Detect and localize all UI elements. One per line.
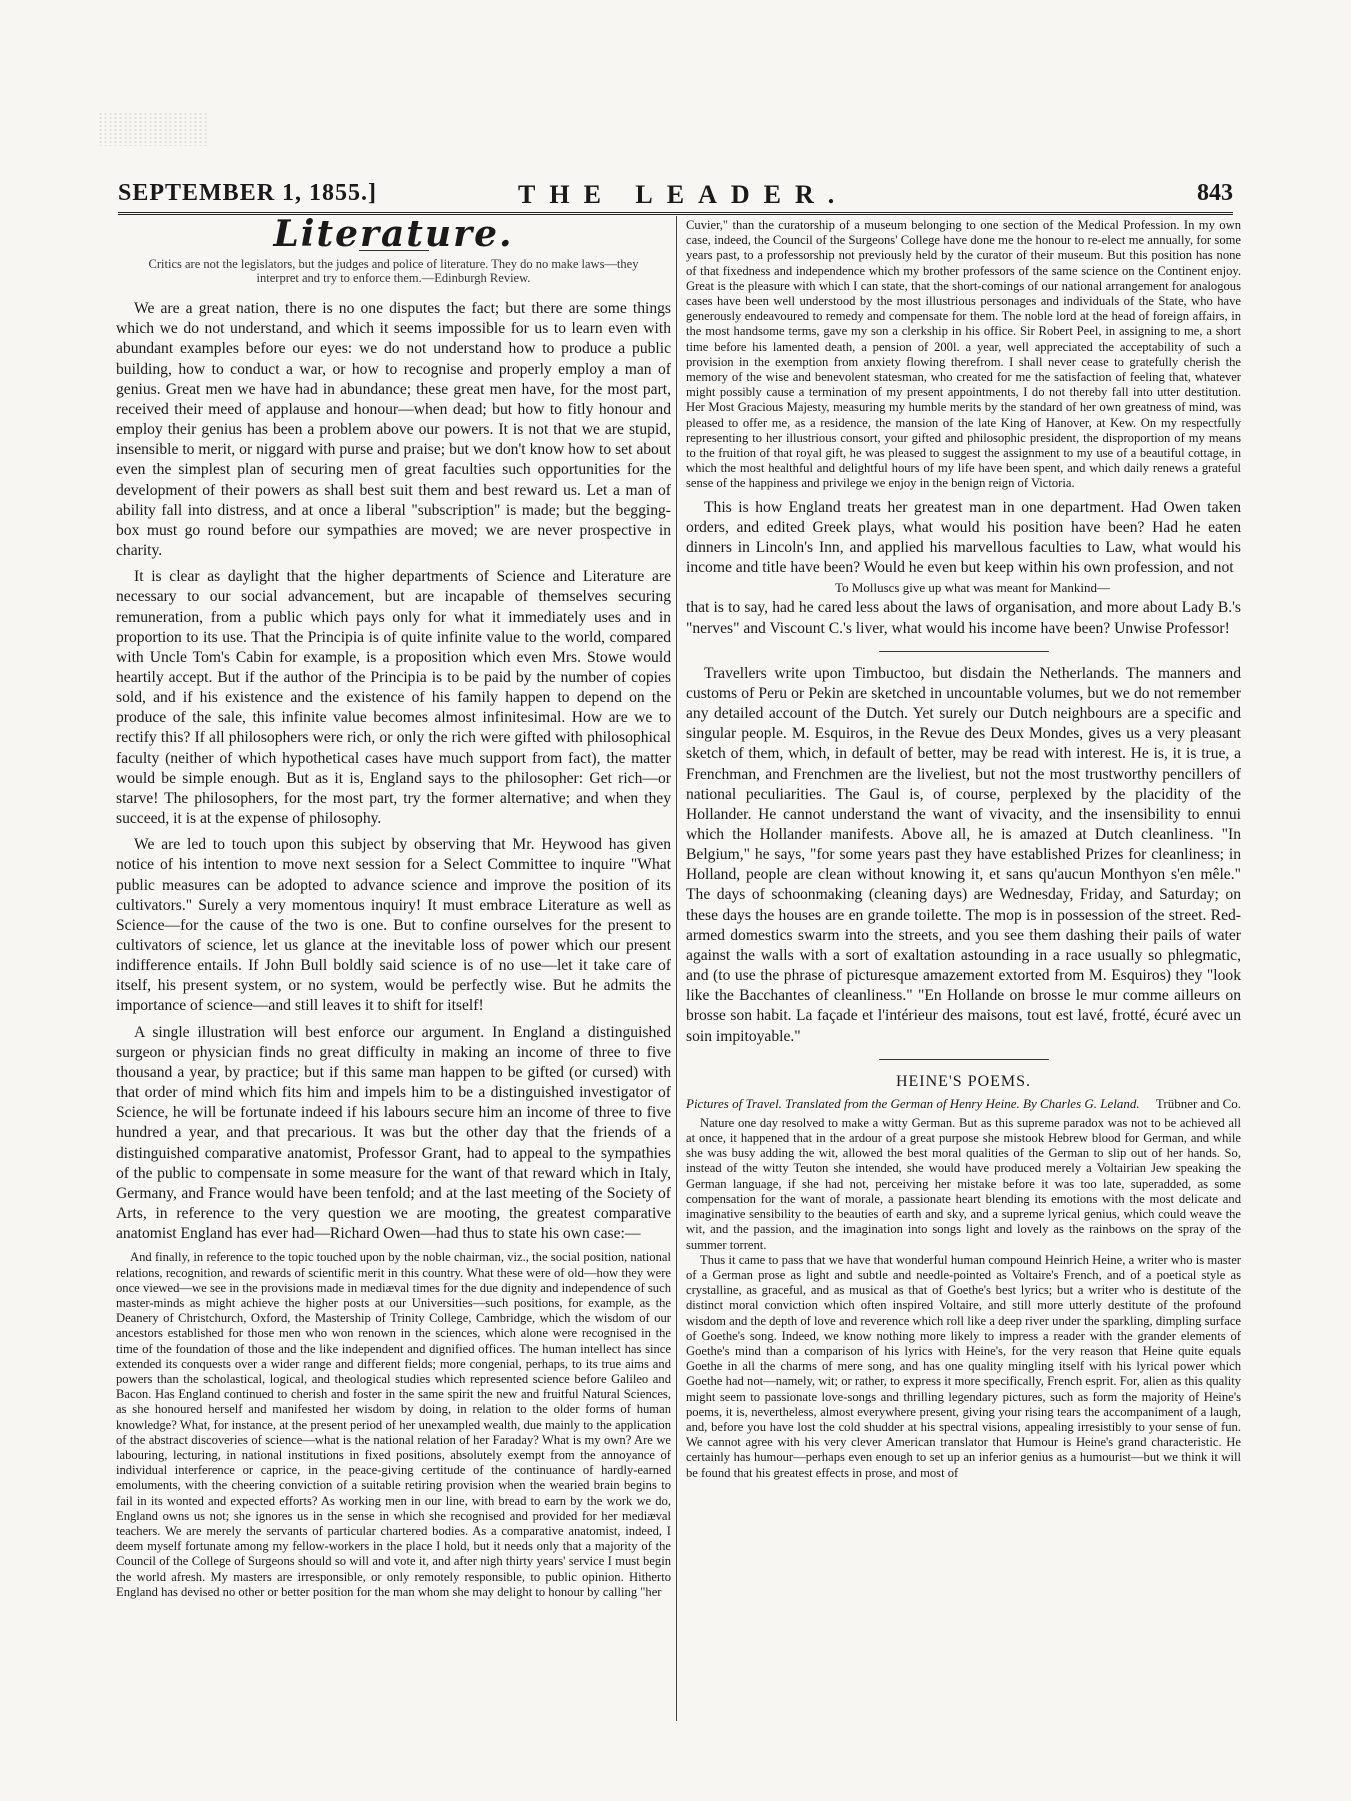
heine-review — [686, 1116, 1241, 1481]
newspaper-title: THE LEADER. — [518, 180, 849, 209]
separator-rule — [879, 1059, 1049, 1060]
page-number: 843 — [1197, 180, 1233, 206]
quote-text: And finally, in reference to the topic touched upon by the noble chairman, viz., the social position, national relations, recognition, and rewards of scientific merit in this country. What these were of old—how they were once viewed—we see in the provisions made in mediæval times for the due dignity and independence of such master-minds as might achieve the higher posts at our Universities—such positions, for example, as the Deanery of Christchurch, Oxford, the Mastership of Trinity College, Cambridge, which the wisdom of our ancestors established for those men who won renown in the sciences, which alone were recognised in the time of the foundation of those and the like independent and dignified offices. The human intellect has since extended its conquests over a wider range and different fields; more congenial, perhaps, to its true aims and powers than the scholastical, logical, and theological studies which represented science before Galileo and Bacon. Has England continued to cherish and foster in the same spirit the new and fruitful Natural Sciences, as she honoured herself and manifested her wisdom by doing, in relation to the older forms of human knowledge? What, for instance, at the present period of her unexampled wealth, due mainly to the application of the abstract discoveries of science—what is the national relation of her Faraday? What is my own? Are we labouring, lecturing, in national institutions in fixed positions, absolutely exempt from the annoyance of individual interference or caprice, in the peace-giving certitude of the continuance of hardly-earned emoluments, with the cheering conviction of a suitable retiring provision when the wearied brain begins to fail in its wonted and expected efforts? As working men in our line, with bread to earn by the work we do, England owns us not; she ignores us in the sense in which she recognised and provided for her mediæval teachers. We are merely the servants of particular chartered bodies. As a comparative anatomist, indeed, I deem myself fortunate among my fellow-workers in the place I hold, but it needs only that a majority of the Council of the College of Surgeons should so will and vote it, and after nigh thirty years' service I must begin the world afresh. My masters are irresponsible, or only remotely responsible, to public opinion. Hitherto England has devised no other or better position for the man whom she may delight to honour by calling "her — [116, 1250, 671, 1599]
book-publisher: Trübner and Co. — [1155, 1095, 1241, 1111]
left-column — [116, 213, 671, 1600]
quote-text: Cuvier," than the curatorship of a museum belonging to one section of the Medical Profession. In my own case, indeed, the Council of the Surgeons' College have done me the honour to re-elect me annually, for some years past, to a professorship not previously held by the curator of their museum. But this position has none of that fixedness and independence which my brother professors of the same science on the Continent enjoy. Great is the pleasure with which I can state, that the short-comings of our national arrangement for analogous cases have been well understood by the most illustrious personages and individuals of the State, who have generously endeavoured to remedy and compensate for them. The noble lord at the head of foreign affairs, in the most handsome terms, gave my son a clerkship in his office. Sir Robert Peel, in assigning to me, a short time before his lamented death, a pension of 200l. a year, well appreciated the acceptability of such a provision in the exemption from anxiety flowing therefrom. I shall never cease to gratefully cherish the memory of the wise and benevolent statesman, who created for me the satisfaction of feeling that, whatever might possibly cause a termination of my present appointments, I do not thereby fall into utter destitution. Her Most Gracious Majesty, measuring my humble merits by the standard of her own greatness of mind, was pleased to offer me, as a residence, the mansion of the late King of Hanover, at Kew. On my respectfully representing to her illustrious consort, your gifted and philosophic president, the disproportion of my means to the fruition of that royal gift, he was pleased to suggest the assignment to my use of a beautiful cottage, in which the most healthful and delightful hours of my life have been spent, and which daily renews a grateful sense of the happiness and privilege we enjoy in the benign reign of Victoria. — [686, 218, 1241, 491]
issue-date: SEPTEMBER 1, 1855.] — [118, 180, 378, 206]
paragraph: This is how England treats her greatest man in one department. Had Owen taken orders, and edited Greek plays, what would his position have been? Had he eaten dinners in Lincoln's Inn, and applied his marvellous faculties to Law, what would his income and title have been? Would he even but keep within his own profession, and not — [686, 498, 1241, 577]
column-divider — [676, 216, 677, 1721]
paragraph: We are led to touch upon this subject by observing that Mr. Heywood has given notice of his intention to move next session for a Select Committee to inquire "What public measures can be adopted to advance science and improve the position of its cultivators." Surely a very momentous inquiry! It must embrace Literature as well as Science—for the cause of the two is one. But to confine ourselves for the present to cultivators of science, let us glance at the inevitable loss of power which our present indifference entails. If John Bull boldly said science is of no use—let it take care of itself, his present system, or no system, would be perfectly wise. But he admits the importance of science—and still leaves it to shift for itself! — [116, 836, 671, 1015]
review-heading: HEINE'S POEMS. — [895, 1072, 1032, 1090]
paragraph: that is to say, had he cared less about the laws of organisation, and more about Lady B.'s "nerves" and Viscount C.'s liver, what would his income have been? Unwise Professor! — [686, 599, 1241, 637]
epigraph: Critics are not the legislators, but the judges and police of literature. They do no make laws—they interpret and try to enforce them.—Edinburgh Review. — [148, 257, 639, 286]
separator-rule — [879, 651, 1049, 652]
print-speckle — [98, 112, 208, 146]
book-citation — [686, 1096, 1241, 1112]
book-title: Pictures of Travel. Translated from the German of Henry Heine. By Charles G. Leland. — [686, 1095, 1140, 1111]
right-column — [686, 218, 1241, 1481]
owen-quote — [116, 1250, 671, 1600]
paragraph: Travellers write upon Timbuctoo, but disdain the Netherlands. The manners and customs of Peru or Pekin are sketched in uncountable volumes, but we do not remember any detailed account of the Dutch. Yet surely our Dutch neighbours are a specific and singular people. M. Esquiros, in the Revue des Deux Mondes, gives us a very pleasant sketch of them, which, in default of better, may be read with interest. He is, it is true, a Frenchman, and Frenchmen are the liveliest, but not the most trustworthy pencillers of national peculiarities. The Gaul is, of course, perplexed by the placidity of the Hollander. He cannot understand the want of vivacity, and the insensibility to ennui which the Hollander manifests. Above all, he is amazed at Dutch cleanliness. "In Belgium," he says, "for some years past they have established Prizes for cleanliness; in Holland, people are clean without knowing it, et sans qu'aucun Monthyon s'en mêle." The days of schoonmaking (cleaning days) are Wednesday, Friday, and Saturday; on these days the houses are en grande toilette. The mop is in possession of the street. Red-armed domestics swarm into the streets, and you see them dashing their pails of water against the walls with a sort of exaltation astounding in a race usually so phlegmatic, and (to use the phrase of picturesque amazement extorted from M. Esquiros) they "look like the Bacchantes of cleanliness." "En Hollande on brosse le mur comme ailleurs on brosse son habit. La façade et l'intérieur des maisons, tout est lavé, frotté, écuré avec un soin impitoyable." — [686, 664, 1241, 1045]
verse-line: To Molluscs give up what was meant for Mankind— — [835, 580, 1110, 596]
masthead — [118, 180, 1233, 212]
paragraph: Nature one day resolved to make a witty German. But as this supreme paradox was not to be achieved all at once, it happened that in the ardour of a great purpose she mistook Hebrew blood for German, and while she was busy adding the wit, allowed the best moral qualities of the German to slip out of her hands. So, instead of the witty Teuton she intended, she would have produced merely a Voltairian Jew speaking the German language, if she had not, perceiving her mistake before it was too late, superadded, as some compensation for the want of morale, a passionate heart blending its emotions with the most delicate and imaginative sensibility to the beauties of earth and sky, and a supreme lyrical genius, which could weave the wit, and the passion, and the imagination into songs light and lovely as the rainbows on the spray of the summer torrent. — [686, 1115, 1241, 1252]
paragraph: A single illustration will best enforce our argument. In England a distinguished surgeon or physician finds no great difficulty in making an income of three to five thousand a year, by practice; but if this same man happen to be gifted (or cursed) with that order of mind which fits him and impels him to be a distinguished investigator of Science, he will be fortunate indeed if his labours secure him an income of three to five hundred a year, and that precarious. It was but the other day that the friends of a distinguished comparative anatomist, Professor Grant, had to appeal to the sympathies of the public to compensate in some measure for the want of that reward which in Italy, Germany, and France would have been tenfold; and at the last meeting of the Society of Arts, in reference to the very question we are mooting, the greatest comparative anatomist England has ever had—Richard Owen—had thus to state his own case:— — [116, 1023, 671, 1243]
paragraph: Thus it came to pass that we have that wonderful human compound Heinrich Heine, a writer who is master of a German prose as light and subtle and needle-pointed as Voltaire's French, and of a poetical style as crystalline, as graceful, and as musical as that of Goethe's best lyrics; but a writer who is destitute of the distinct moral conviction which often inspired Voltaire, and still more utterly destitute of the profound wisdom and the depth of love and reverence which roll like a deep river under the sparkling, dimpling surface of Goethe's song. Indeed, we know nothing more likely to impress a reader with the grander elements of Goethe's mind than a comparison of his lyrics with Heine's, for the very reason that Heine quite equals Goethe in all the charms of mere song, and has one quality mingling itself with his lyrical power which Goethe had not—namely, wit; or rather, to express it more specifically, French esprit. For, alien as this quality might seem to passionate love-songs and thrilling legendary pictures, such as form the majority of Heine's poems, it is, nevertheless, almost everywhere present, giving your rising tears the accompaniment of a laugh, and, before you have lost the cold shudder at his spectral visions, appealing irresistibly to your sense of fun. We cannot agree with his very clever American translator that Humour is Heine's grand characteristic. He certainly has humour—perhaps even enough to set up an inferior genius as a humourist—but we think it will be found that his greatest effects in prose, and most of — [686, 1252, 1241, 1480]
owen-quote-continued — [686, 218, 1241, 492]
section-title: Literature. — [273, 213, 514, 255]
paragraph: It is clear as daylight that the higher departments of Science and Literature are necessary to our social advancement, but are incapable of themselves securing remuneration, from a public which pays only for what it immediately uses and in proportion to its use. That the Principia is of quite infinite value to the world, compared with Uncle Tom's Cabin for example, is a proposition which even Mrs. Stowe would heartily accept. But if the author of the Principia is to be paid by the number of copies sold, and if his existence and the existence of his family happen to depend on the produce of the sale, this infinite value becomes almost infinitesimal. How are we to rectify this? If all philosophers were rich, or only the rich were gifted with philosophical faculty (neither of which hypothetical cases have much support from fact), the matter would be simple enough. But as it is, England says to the philosopher: Get rich—or starve! The philosophers, for the most part, try the former alternative; and when they succeed, it is at the expense of philosophy. — [116, 568, 671, 828]
paragraph: We are a great nation, there is no one disputes the fact; but there are some things which we do not understand, and which it seems impossible for us to learn even with abundant examples before our eyes: we do not understand how to produce a public building, how to conduct a war, or how to recognise and properly employ a man of genius. Great men we have had in abundance; these great men have, for the most part, received their meed of applause and honour—when dead; but how to fitly honour and employ their genius has been a problem above our powers. It is not that we are stupid, insensible to merit, or niggard with purse and praise; but we don't know how to set about even the simplest plan of securing men of great faculties such opportunities for the development of their powers as shall best suit them and best reward us. Let a man of ability fall into distress, and at once a liberal "subscription" is made; but the begging-box must go round before our sympathies are moved; we are never prospective in charity. — [116, 300, 671, 560]
